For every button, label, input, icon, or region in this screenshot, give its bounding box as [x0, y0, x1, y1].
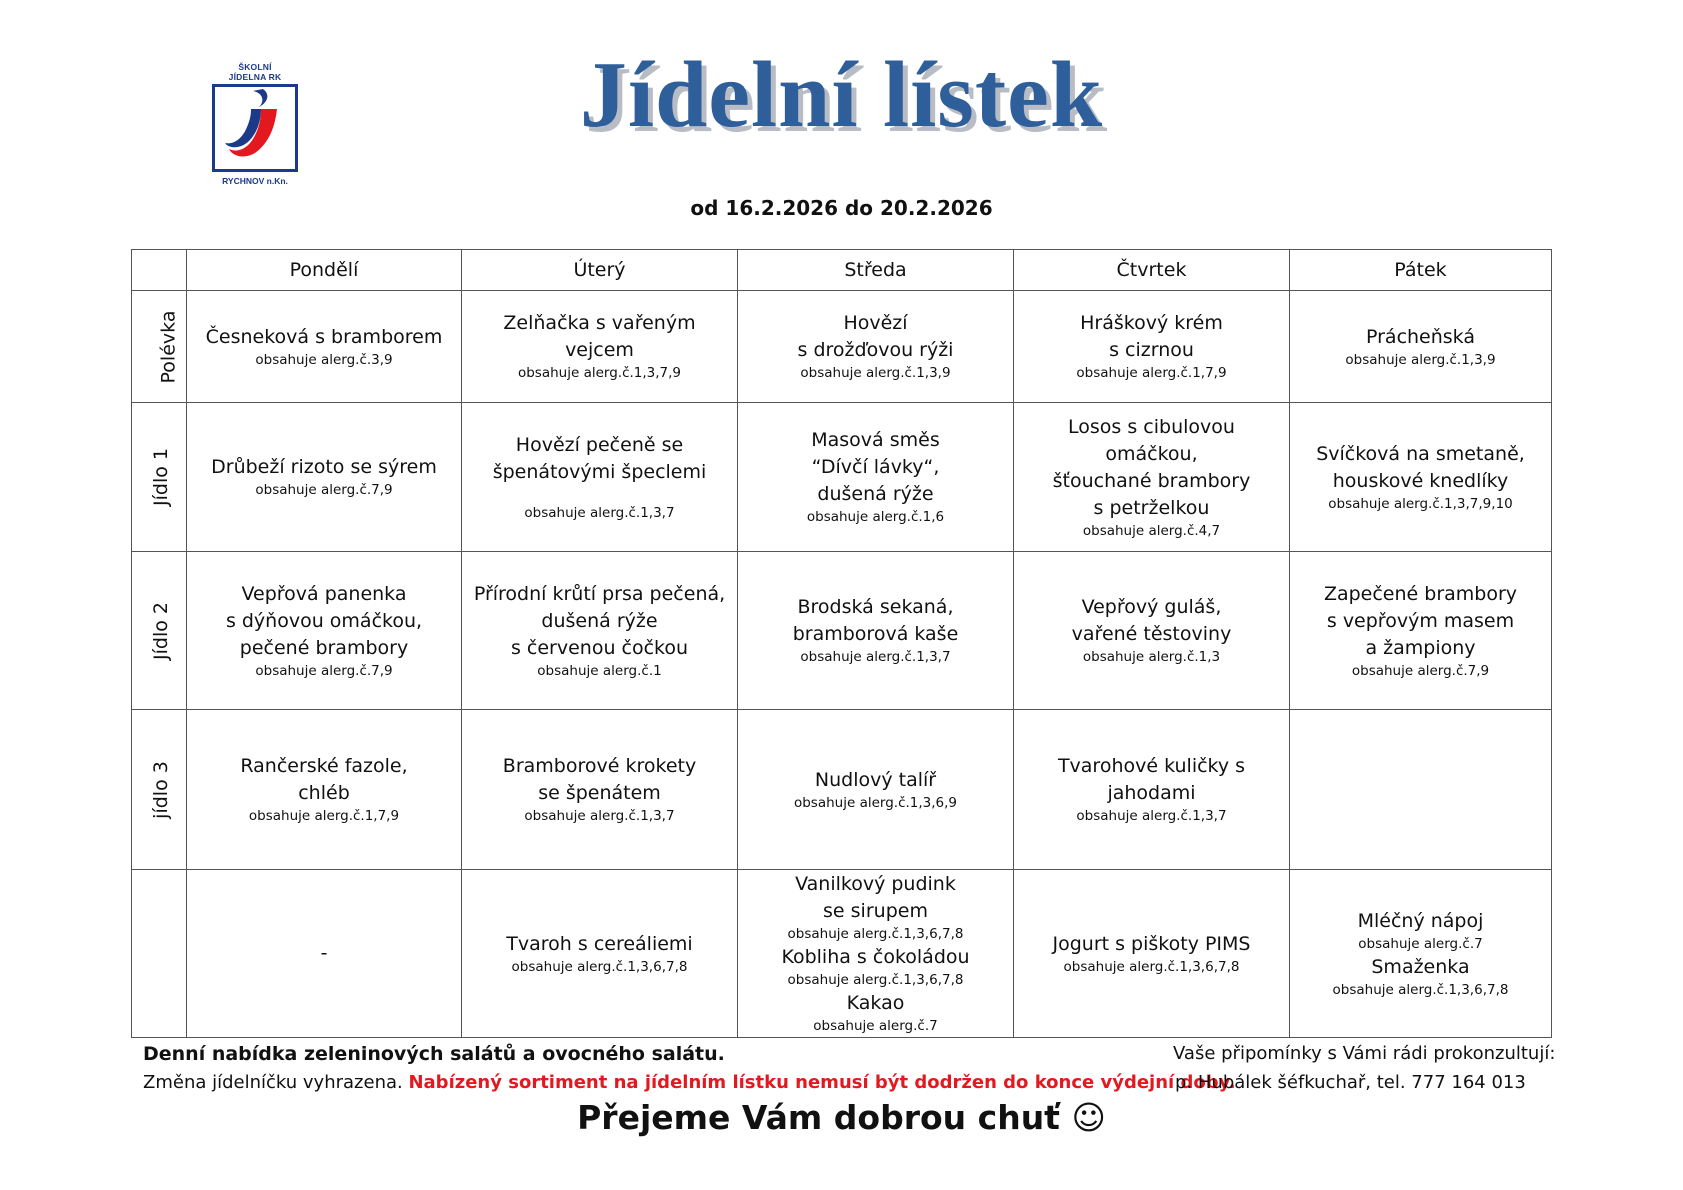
- allergen-info: obsahuje alerg.č.1,7,9: [1076, 365, 1227, 381]
- allergen-info: obsahuje alerg.č.7: [813, 1018, 938, 1034]
- dish-name: Smaženka: [1371, 955, 1470, 978]
- dish-name: Losos s cibulovou omáčkou, šťouchané brambory s petrželkou: [1052, 415, 1251, 519]
- dish-name: Tvaroh s cereáliemi: [506, 932, 693, 955]
- logo-top-line-2: JÍDELNA RK: [228, 72, 282, 82]
- allergen-info: obsahuje alerg.č.1,3,7: [800, 649, 951, 665]
- footer-notice: [143, 1072, 1236, 1093]
- menu-cell: [738, 291, 1014, 403]
- salad-offer: Denní nabídka zeleninových salátů a ovocného salátu.: [143, 1043, 725, 1065]
- dish-name: Vanilkový pudink se sirupem: [795, 873, 956, 922]
- dish-name: -: [320, 942, 328, 964]
- menu-cell: [1290, 870, 1552, 1038]
- course-label-cell: [132, 552, 187, 710]
- dish-name: Kakao: [846, 992, 905, 1014]
- menu-cell: [1014, 710, 1290, 870]
- dish-name: Brodská sekaná, bramborová kaše: [792, 596, 959, 645]
- menu-row: [132, 291, 1552, 403]
- allergen-info: obsahuje alerg.č.1,3,7: [524, 808, 675, 824]
- menu-row: [132, 870, 1552, 1038]
- menu-cell: [1014, 552, 1290, 710]
- menu-cell: [738, 710, 1014, 870]
- dish-name: Svíčková na smetaně, houskové knedlíky: [1316, 442, 1525, 492]
- course-label-cell: [132, 403, 187, 552]
- allergen-info: obsahuje alerg.č.1,3,6,7,8: [1063, 958, 1240, 975]
- allergen-info: obsahuje alerg.č.1,3,7,9,10: [1328, 495, 1513, 512]
- course-label: Jídlo 1: [149, 448, 172, 506]
- dish-name: Mléčný nápoj: [1357, 909, 1484, 932]
- allergen-info: obsahuje alerg.č.1,3,6,7,8: [787, 926, 964, 942]
- menu-cell: [1014, 291, 1290, 403]
- spacer: [468, 486, 731, 504]
- menu-cell: [1014, 403, 1290, 552]
- chef-contact: p. Hubálek šéfkuchař, tel. 777 164 013: [1175, 1072, 1526, 1093]
- logo-top-line-1: ŠKOLNÍ: [238, 62, 272, 72]
- allergen-info: obsahuje alerg.č.7,9: [1351, 662, 1490, 679]
- dish-name: Masová směs “Dívčí lávky“, dušená rýže: [811, 429, 940, 505]
- course-label: Polévka: [157, 310, 180, 383]
- menu-cell: [462, 710, 738, 870]
- allergen-info: obsahuje alerg.č.7,9: [255, 662, 393, 679]
- dish-name: Drůbeží rizoto se sýrem: [211, 456, 437, 478]
- allergen-info: obsahuje alerg.č.1,3,7: [524, 504, 675, 521]
- allergen-info: obsahuje alerg.č.1,3,6,7,8: [1332, 981, 1509, 998]
- menu-table: [131, 249, 1552, 1038]
- comments-note: Vaše připomínky s Vámi rádi prokonzultují:: [1173, 1043, 1556, 1064]
- menu-cell: [1290, 291, 1552, 403]
- dish-name: Česneková s bramborem: [205, 325, 443, 348]
- menu-cell: [462, 403, 738, 552]
- dish-name: Hovězí pečeně se špenátovými špeclemi: [492, 433, 707, 483]
- allergen-info: obsahuje alerg.č.1,3,7: [1076, 808, 1227, 824]
- menu-cell: [738, 870, 1014, 1038]
- dish-name: Hovězí s drožďovou rýži: [797, 312, 954, 361]
- allergen-info: obsahuje alerg.č.1,3,7,9: [517, 365, 682, 381]
- dish-name: Jogurt s piškoty PIMS: [1052, 932, 1251, 955]
- allergen-info: obsahuje alerg.č.3,9: [255, 351, 393, 368]
- dish-name: Bramborové krokety se špenátem: [502, 755, 697, 804]
- menu-cell: [187, 291, 462, 403]
- menu-cell: [462, 552, 738, 710]
- day-header: Středa: [738, 250, 1014, 291]
- dish-name: Tvarohové kuličky s jahodami: [1057, 755, 1246, 804]
- dish-name: Zapečené brambory s vepřovým masem a žampiony: [1323, 582, 1518, 659]
- dish-name: Prácheňská: [1365, 325, 1475, 348]
- course-label: jídlo 3: [149, 760, 172, 819]
- allergen-info: obsahuje alerg.č.1,3,6,7,8: [511, 958, 688, 975]
- date-range: od 16.2.2026 do 20.2.2026: [690, 196, 993, 220]
- day-header: Čtvrtek: [1014, 250, 1290, 291]
- course-label-cell: [132, 870, 187, 1038]
- menu-cell: [1290, 552, 1552, 710]
- allergen-info: obsahuje alerg.č.1,7,9: [248, 808, 400, 824]
- dish-name: Zelňačka s vařeným vejcem: [503, 312, 696, 361]
- menu-cell: [187, 552, 462, 710]
- menu-cell: [1014, 870, 1290, 1038]
- allergen-info: obsahuje alerg.č.1,3,9: [800, 365, 951, 381]
- allergen-info: obsahuje alerg.č.1,3,6,7,8: [787, 972, 964, 988]
- allergen-info: obsahuje alerg.č.1,6: [806, 509, 945, 525]
- menu-cell: [462, 291, 738, 403]
- menu-row: [132, 552, 1552, 710]
- allergen-info: obsahuje alerg.č.4,7: [1082, 522, 1221, 539]
- course-label-cell: [132, 291, 187, 403]
- dish-name: Hráškový krém s cizrnou: [1080, 312, 1223, 361]
- smiley-icon: ☺: [1071, 1098, 1106, 1137]
- menu-cell: [187, 870, 462, 1038]
- day-header: Úterý: [462, 250, 738, 291]
- wish-text: Přejeme Vám dobrou chuť: [577, 1098, 1060, 1137]
- dish-name: Nudlový talíř: [814, 768, 937, 791]
- closing-wish: [0, 1098, 1683, 1137]
- menu-cell: [462, 870, 738, 1038]
- day-header-row: [132, 250, 1552, 291]
- dish-name: Kobliha s čokoládou: [781, 946, 970, 968]
- dish-name: Vepřový guláš, vařené těstoviny: [1071, 596, 1232, 645]
- menu-cell: [738, 552, 1014, 710]
- dish-name: Rančerské fazole, chléb: [240, 755, 408, 804]
- warning-notice: Nabízený sortiment na jídelním lístku nemusí být dodržen do konce výdejní doby.: [408, 1072, 1236, 1093]
- menu-row: [132, 710, 1552, 870]
- allergen-info: obsahuje alerg.č.1,3: [1082, 649, 1221, 665]
- corner-cell: [132, 250, 187, 291]
- allergen-info: obsahuje alerg.č.1,3,6,9: [793, 794, 958, 811]
- menu-cell: [738, 403, 1014, 552]
- day-header: Pátek: [1290, 250, 1552, 291]
- allergen-info: obsahuje alerg.č.1,3,9: [1345, 351, 1496, 368]
- dish-name: Vepřová panenka s dýňovou omáčkou, pečené brambory: [225, 582, 423, 659]
- menu-row: [132, 403, 1552, 552]
- course-label: Jídlo 2: [149, 601, 172, 660]
- menu-cell: [1290, 710, 1552, 870]
- menu-cell: [1290, 403, 1552, 552]
- menu-cell: [187, 403, 462, 552]
- allergen-info: obsahuje alerg.č.7: [1358, 935, 1483, 952]
- allergen-info: obsahuje alerg.č.7,9: [255, 482, 393, 498]
- logo-bottom-text: RYCHNOV n.Kn.: [222, 176, 288, 186]
- menu-cell: [187, 710, 462, 870]
- change-notice: Změna jídelníčku vyhrazena.: [143, 1072, 403, 1093]
- allergen-info: obsahuje alerg.č.1: [537, 662, 662, 679]
- menu-body: [132, 291, 1552, 1038]
- course-label-cell: [132, 710, 187, 870]
- page-title: Jídelní lístek: [579, 43, 1104, 147]
- day-header: Pondělí: [187, 250, 462, 291]
- dish-name: Přírodní krůtí prsa pečená, dušená rýže s červenou čočkou: [473, 582, 726, 659]
